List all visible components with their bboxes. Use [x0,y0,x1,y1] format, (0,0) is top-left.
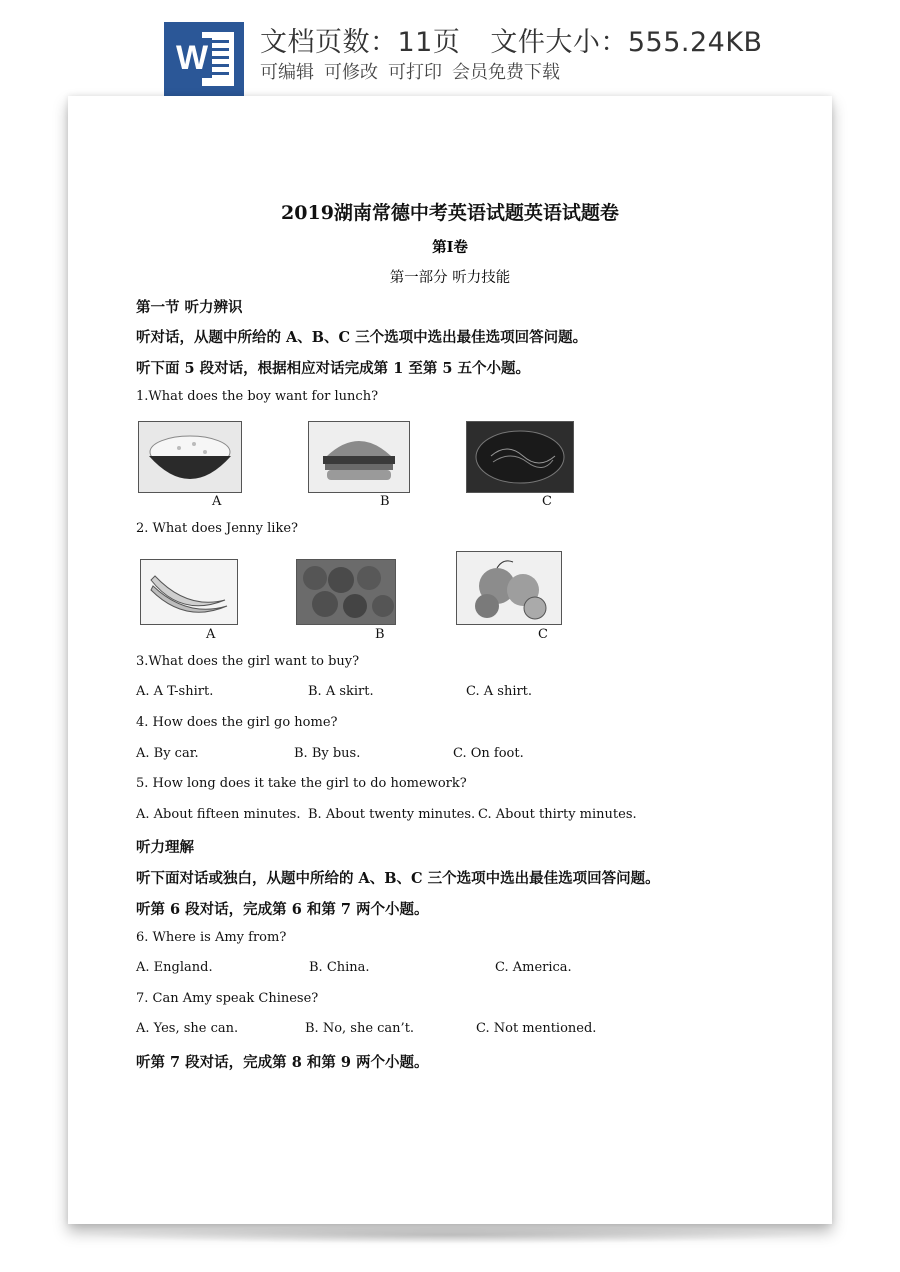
q6-option-c: C. America. [495,960,572,975]
hamburger-image [308,421,410,493]
q5-option-a: A. About fifteen minutes. [136,807,301,822]
question-5: 5. How long does it take the girl to do homework? [136,776,467,791]
feature-printable: 可打印 [388,62,442,83]
section-heading-2: 听力理解 [136,839,194,856]
feature-modifiable: 可修改 [324,62,378,83]
q4-option-b: B. By bus. [294,746,361,761]
noodles-image [466,421,574,493]
question-4: 4. How does the girl go home? [136,715,338,730]
q1-label-c: C [542,494,552,509]
feature-member-download: 会员免费下载 [452,62,560,83]
question-1: 1.What does the boy want for lunch? [136,389,379,404]
q6-option-b: B. China. [309,960,370,975]
instruction-2: 听下面 5 段对话，根据相应对话完成第 1 至第 5 五个小题。 [136,360,531,377]
feature-list [260,58,570,84]
q6-option-a: A. England. [136,960,213,975]
section-heading-1: 第一节 听力辨识 [136,299,243,316]
oranges-image [456,551,562,625]
rice-bowl-image [138,421,242,493]
volume-heading: 第Ⅰ卷 [432,239,468,256]
q2-label-b: B [375,627,385,642]
q7-option-b: B. No, she can’t. [305,1021,415,1036]
instruction-1: 听对话，从题中所给的 A、B、C 三个选项中选出最佳选项回答问题。 [136,329,588,346]
exam-title: 2019湖南常德中考英语试题英语试题卷 [281,202,619,224]
word-letter: W [172,38,212,78]
download-banner [0,0,900,96]
part-heading: 第一部分 听力技能 [389,270,511,286]
feature-editable: 可编辑 [260,62,314,83]
question-6: 6. Where is Amy from? [136,930,287,945]
q2-label-a: A [206,627,216,642]
q2-label-c: C [538,627,548,642]
question-7: 7. Can Amy speak Chinese? [136,991,319,1006]
file-size: 文件大小：555.24KB [490,27,763,58]
paper-shadow [80,1226,820,1244]
q5-option-b: B. About twenty minutes. [308,807,476,822]
q3-option-b: B. A skirt. [308,684,374,699]
q7-option-a: A. Yes, she can. [136,1021,239,1036]
q3-option-a: A. A T-shirt. [136,684,214,699]
instruction-3: 听下面对话或独白，从题中所给的 A、B、C 三个选项中选出最佳选项回答问题。 [136,870,660,887]
q4-option-a: A. By car. [136,746,199,761]
word-document-icon [164,22,244,96]
q1-label-b: B [380,494,390,509]
file-info [260,20,763,59]
question-3: 3.What does the girl want to buy? [136,654,360,669]
page-count: 文档页数：11页 [260,27,461,58]
instruction-5: 听第 7 段对话，完成第 8 和第 9 两个小题。 [136,1054,429,1071]
strawberries-image [296,559,396,625]
q5-option-c: C. About thirty minutes. [478,807,637,822]
q7-option-c: C. Not mentioned. [476,1021,597,1036]
q1-label-a: A [212,494,222,509]
q3-option-c: C. A shirt. [466,684,533,699]
instruction-4: 听第 6 段对话，完成第 6 和第 7 两个小题。 [136,901,429,918]
q4-option-c: C. On foot. [453,746,524,761]
document-page [68,96,832,1224]
question-2: 2. What does Jenny like? [136,521,299,536]
bananas-image [140,559,238,625]
